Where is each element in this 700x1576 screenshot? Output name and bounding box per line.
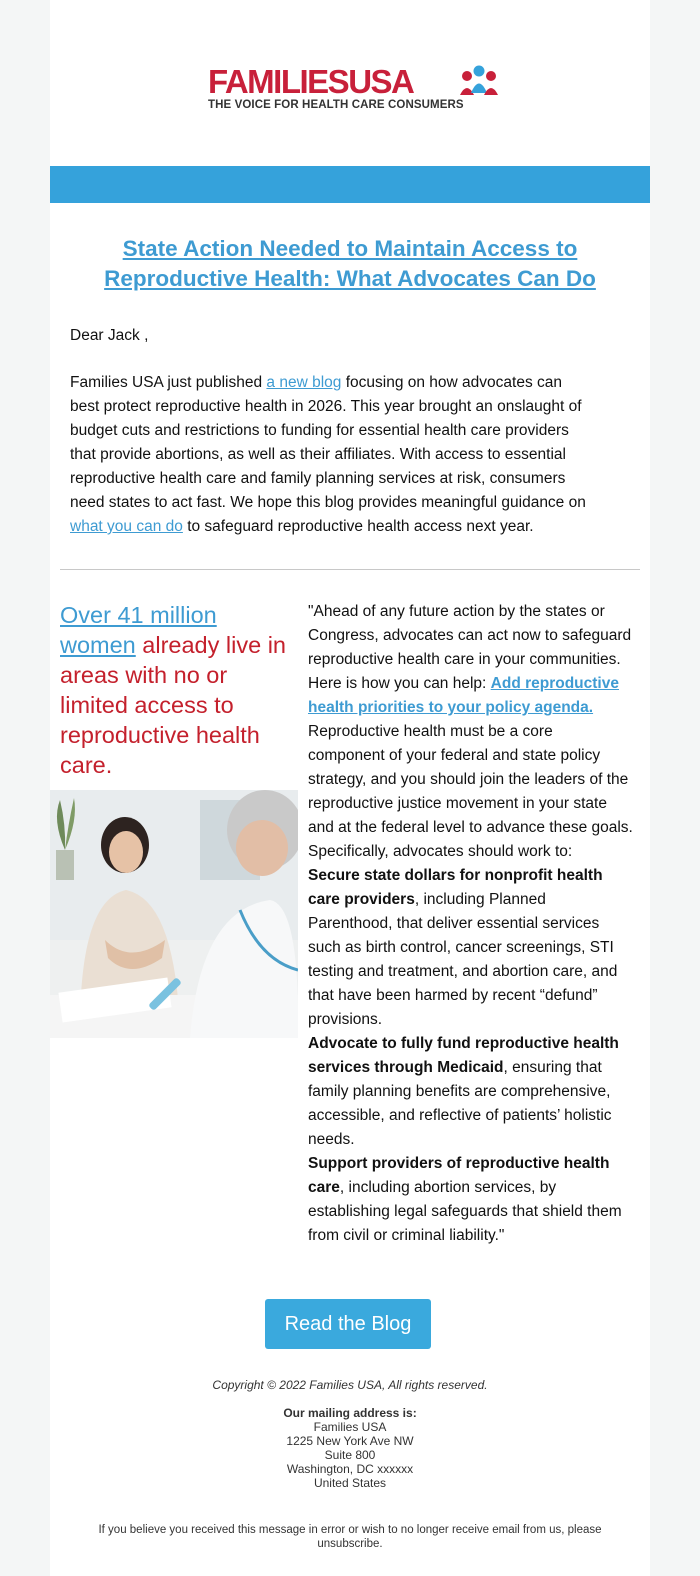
- stat-text: already live in areas with no or limited access to reproductive health care.: [60, 632, 286, 778]
- header: [50, 0, 650, 166]
- email-body: [50, 0, 650, 1576]
- address-line: Families USA: [313, 1420, 387, 1434]
- what-you-can-do-link[interactable]: what you can do: [70, 518, 183, 535]
- stat-link[interactable]: Over 41 million women: [60, 602, 217, 658]
- read-the-blog-button[interactable]: Read the Blog: [265, 1299, 431, 1349]
- people-icon: [459, 65, 499, 99]
- address-line: 1225 New York Ave NW: [286, 1434, 414, 1448]
- logo-name-main: FAMILIES: [208, 63, 349, 100]
- quote-text-2: Reproductive health must be a core component of your federal and state policy strategy, and you should join the leaders of the reproductive justice movement in your state and at the federal level to advance these goals. Specifically, advocates should work to:: [308, 723, 633, 860]
- logo-wordmark: [208, 62, 413, 102]
- logo-name-usa: USA: [348, 63, 414, 100]
- point-2-text: , ensuring that family planning benefits are comprehensive, accessible, and reflective of patients’ holistic needs.: [308, 1059, 612, 1148]
- point-1-heading: Secure state dollars for nonprofit health care providers: [308, 867, 603, 908]
- header-bar: [50, 166, 650, 203]
- blog-quote: [308, 600, 633, 1248]
- photo-illustration: [50, 790, 298, 1038]
- new-blog-link[interactable]: a new blog: [266, 374, 342, 391]
- article-headline-link[interactable]: State Action Needed to Maintain Access to Reproductive Health: What Advocates Can Do: [104, 236, 596, 291]
- intro-text-1: Families USA just published: [70, 374, 267, 391]
- point-3-text: , including abortion services, by establishing legal safeguards that shield them from civil or criminal liability.": [308, 1179, 622, 1244]
- address-line: Washington, DC xxxxxx: [286, 1462, 414, 1476]
- doctor-patient-photo: [50, 790, 298, 1038]
- logo-tagline: THE VOICE FOR HEALTH CARE CONSUMERS: [208, 99, 464, 111]
- unsubscribe-notice[interactable]: If you believe you received this message in error or wish to no longer receive email from us, please unsubscribe.: [98, 1524, 602, 1550]
- stat-callout: [60, 600, 290, 780]
- point-2-heading: Advocate to fully fund reproductive health services through Medicaid: [308, 1035, 619, 1076]
- intro-paragraph: [70, 371, 590, 539]
- point-1-text: , including Planned Parenthood, that deliver essential services such as birth control, cancer screenings, STI testing and treatment, and abortion care, and that have been harmed by recent “defund” provisions.: [308, 891, 618, 1028]
- intro-text-3: to safeguard reproductive health access next year.: [182, 518, 534, 535]
- copyright: Copyright © 2022 Families USA, All rights reserved.: [212, 1378, 488, 1392]
- address-line: United States: [313, 1476, 387, 1490]
- policy-agenda-link[interactable]: Add reproductive health priorities to your policy agenda.: [308, 675, 619, 716]
- salutation: Dear Jack ,: [70, 327, 149, 344]
- divider: [60, 569, 640, 570]
- intro-text-2: focusing on how advocates can best protect reproductive health in 2026. This year brought an onslaught of budget cuts and restrictions to funding for essential health care providers that provide abortions, as well as their affiliates. With access to essential reproductive health care and family planning services at risk, consumers need states to act fast. We hope this blog provides meaningful guidance on: [70, 374, 586, 511]
- mailing-address: [50, 1406, 650, 1490]
- address-heading: Our mailing address is:: [283, 1406, 417, 1420]
- address-line: Suite 800: [324, 1448, 376, 1462]
- point-3-heading: Support providers of reproductive health care: [308, 1155, 610, 1196]
- families-usa-logo[interactable]: [208, 62, 498, 118]
- quote-intro: "Ahead of any future action by the states or Congress, advocates can act now to safeguard reproductive health care in your communities. Here is how you can help:: [308, 603, 632, 692]
